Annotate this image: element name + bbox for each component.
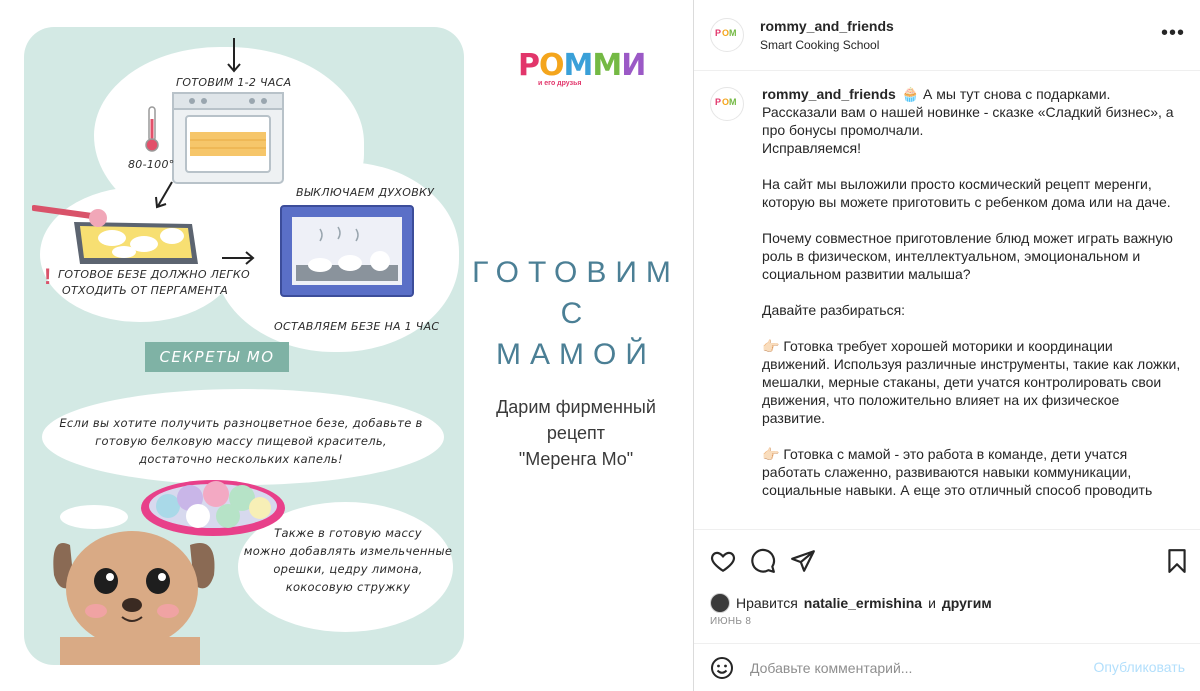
secret1-text (44, 414, 438, 468)
publish-button[interactable]: Опубликовать (1093, 659, 1185, 675)
arrow-down-icon (226, 38, 242, 74)
likes-middle: и (928, 595, 936, 611)
secret1-line3: достаточно нескольких капель! (139, 452, 343, 466)
logo-text: РОММИ (518, 48, 646, 83)
more-horizontal-icon[interactable]: ••• (1160, 22, 1185, 44)
logo-subtitle: и его друзья (538, 80, 582, 87)
step-bake-label: ГОТОВИМ 1-2 ЧАСА (176, 76, 292, 89)
thermometer-icon (143, 105, 161, 153)
rommy-logo (518, 48, 646, 94)
subhead-line1: Дарим фирменный (496, 397, 656, 417)
subhead-line2: рецепт (546, 423, 606, 443)
secret1-line1: Если вы хотите получить разноцветное безе, добавьте в (59, 416, 423, 430)
caption-text-block (762, 85, 1182, 499)
step-oven-off-label: ВЫКЛЮЧАЕМ ДУХОВКУ (296, 186, 435, 199)
author-avatar[interactable]: Р О М (710, 18, 744, 52)
caption-username[interactable]: rommy_and_friends (762, 86, 896, 102)
secret2-line3: орешки, цедру лимона, (273, 562, 423, 576)
post-headline (466, 252, 686, 375)
likes-row (710, 593, 992, 613)
caption-scroll-area[interactable] (694, 71, 1200, 529)
headline-line3: МАМОЙ (496, 338, 656, 371)
action-bar (694, 529, 1200, 591)
oven-off-illustration (280, 205, 414, 297)
smiley-icon[interactable] (710, 656, 734, 680)
cupcake-emoji: 🧁 (901, 86, 920, 102)
likes-prefix: Нравится (736, 595, 798, 611)
secret2-line4: кокосовую стружку (285, 580, 411, 594)
warning-icon: ! (44, 264, 52, 289)
post-header (694, 0, 1200, 71)
liker-avatar[interactable] (710, 593, 730, 613)
tray-illustration (32, 198, 202, 270)
arrow-right-icon (222, 250, 256, 266)
comment-input[interactable] (750, 656, 1070, 680)
post-sidebar (693, 0, 1200, 691)
secrets-badge: СЕКРЕТЫ МО (145, 342, 289, 372)
dog-mascot-illustration (40, 505, 240, 665)
bookmark-icon[interactable] (1164, 548, 1190, 574)
headline-line1: ГОТОВИМ (472, 256, 680, 289)
step-temp-label: 80-100° (128, 158, 175, 171)
author-subtitle[interactable]: Smart Cooking School (760, 38, 880, 52)
secret1-line2: готовую белковую массу пищевой краситель, (95, 434, 387, 448)
step-ready-line2: ОТХОДИТЬ ОТ ПЕРГАМЕНТА (62, 284, 229, 297)
comment-icon[interactable] (750, 548, 776, 574)
secret2-line2: можно добавлять измельченные (243, 544, 453, 558)
caption-body: А мы тут снова с подарками. Рассказали вам о нашей новинке - сказке «Сладкий бизнес», а про бонусы промолчали. Исправляемся! На сайт мы выложили просто космический рецепт меренги, которую вы можете приготовить с ребенком дома или на даче. Почему совместное приготовление блюд может играть важную роль в физическом, интеллектуальном, эмоциональном и социальном развитии малыша? Давайте разбираться: 👉🏻 Готовка требует хорошей моторики и координации движений. Используя различные инструменты, такие как ложки, мешалки, мерные стаканы, дети учатся контролировать свои движения, что положительно влияет на их физическое развитие. 👉🏻 Готовка с мамой - это работа в команде, дети учатся работать слаженно, развиваются навыки коммуникации, социальные навыки. А еще это отличный способ проводить (762, 86, 1181, 498)
headline-line2: С (560, 297, 592, 330)
caption-avatar[interactable]: Р О М (710, 87, 744, 121)
oven-illustration (172, 92, 284, 184)
share-icon[interactable] (790, 548, 816, 574)
step-ready-line1: ГОТОВОЕ БЕЗЕ ДОЛЖНО ЛЕГКО (58, 268, 250, 281)
heart-icon[interactable] (710, 548, 736, 574)
comment-bar (694, 643, 1200, 691)
likes-others[interactable]: другим (941, 595, 992, 611)
likes-user[interactable]: natalie_ermishina (803, 595, 923, 611)
post-date[interactable]: ИЮНЬ 8 (710, 616, 752, 627)
author-username[interactable]: rommy_and_friends (760, 18, 894, 34)
secret2-line1: Также в готовую массу (274, 526, 422, 540)
subhead-line3: "Меренга Мо" (518, 449, 634, 469)
post-subheadline (466, 394, 686, 472)
secret2-text (238, 524, 458, 596)
step-leave-label: ОСТАВЛЯЕМ БЕЗЕ НА 1 ЧАС (274, 320, 440, 333)
